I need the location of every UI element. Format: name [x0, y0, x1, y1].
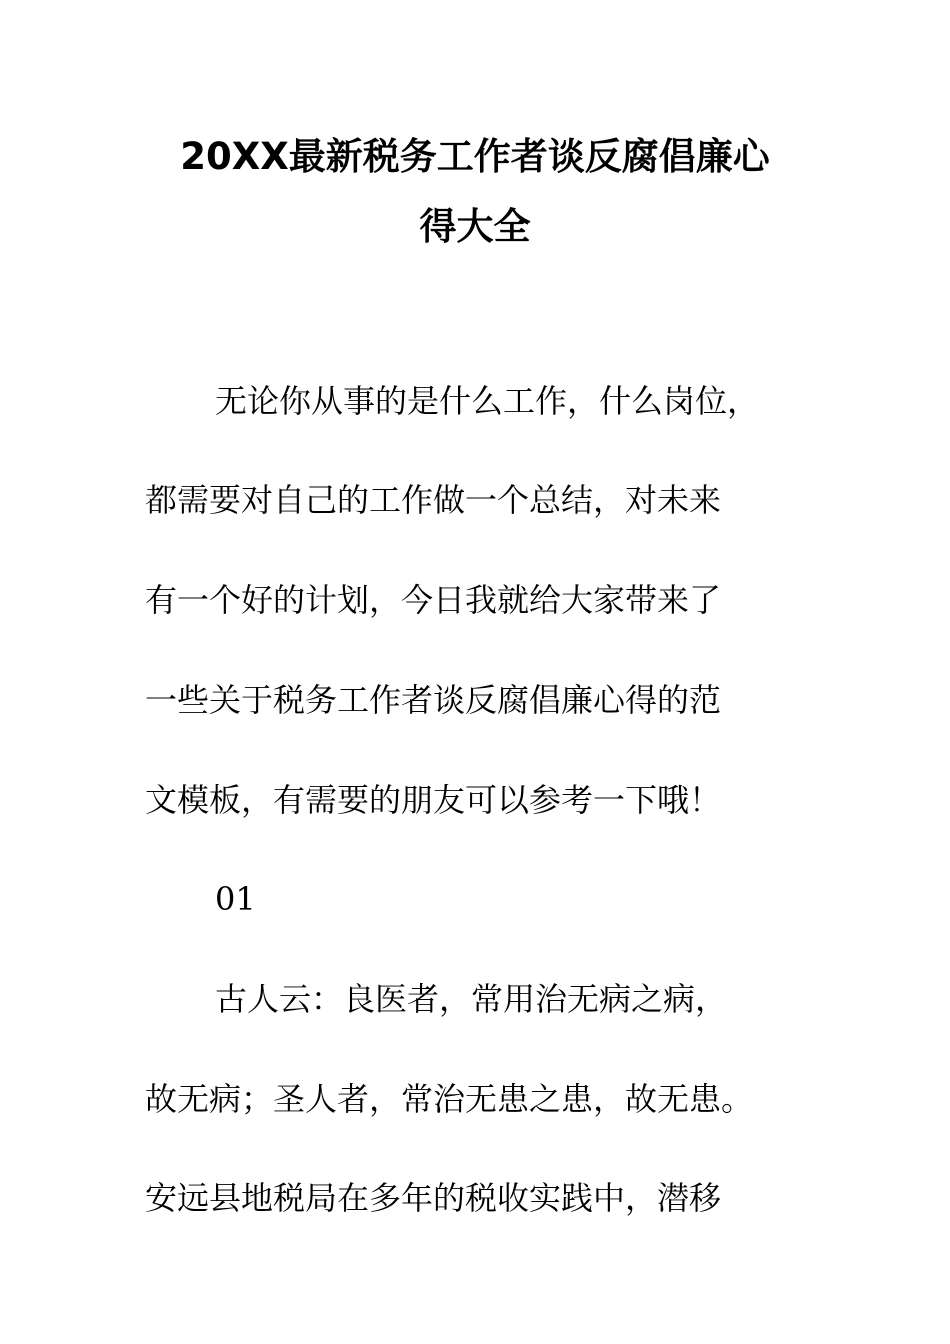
document-title-line-1: 20XX最新税务工作者谈反腐倡廉心	[180, 135, 770, 178]
document-title-line-2: 得大全	[419, 205, 531, 248]
paragraph-line: 无论你从事的是什么工作，什么岗位，	[215, 382, 760, 420]
paragraph-line: 一些关于税务工作者谈反腐倡廉心得的范	[145, 681, 722, 719]
paragraph-line: 文模板，有需要的朋友可以参考一下哦！	[145, 781, 722, 819]
section-number: 01	[215, 880, 256, 918]
paragraph-line: 古人云：良医者，常用治无病之病，	[215, 980, 728, 1018]
paragraph-line: 有一个好的计划，今日我就给大家带来了	[145, 581, 722, 619]
paragraph-line: 安远县地税局在多年的税收实践中，潜移	[145, 1179, 722, 1217]
paragraph-line: 都需要对自己的工作做一个总结，对未来	[145, 481, 722, 519]
paragraph-line: 故无病；圣人者，常治无患之患，故无患。	[145, 1080, 754, 1118]
